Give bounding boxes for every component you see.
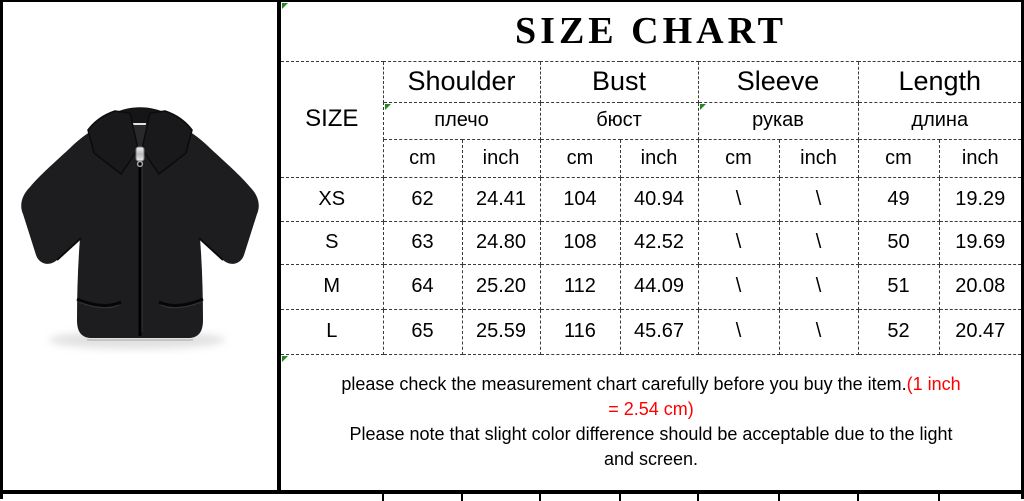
black-zip-shirt-illustration bbox=[3, 2, 277, 490]
footer-line-1: please check the measurement chart carefully before you buy the item.(1 inch bbox=[341, 374, 961, 395]
stub-divider bbox=[382, 494, 384, 501]
page-title: SIZE CHART bbox=[281, 2, 1021, 61]
value-cell: \ bbox=[698, 221, 779, 264]
table-row-m bbox=[281, 264, 1021, 309]
value-cell: 25.59 bbox=[462, 309, 540, 354]
product-photo bbox=[3, 2, 277, 490]
excel-corner-marker bbox=[700, 104, 706, 110]
value-cell: 65 bbox=[383, 309, 462, 354]
value-cell: 40.94 bbox=[620, 177, 698, 221]
value-cell: 24.41 bbox=[462, 177, 540, 221]
excel-corner-marker bbox=[282, 356, 288, 362]
value-cell: \ bbox=[779, 177, 858, 221]
value-cell: \ bbox=[698, 177, 779, 221]
value-cell: 64 bbox=[383, 264, 462, 309]
value-cell: \ bbox=[779, 221, 858, 264]
size-chart-table bbox=[281, 2, 1021, 490]
stub-divider bbox=[857, 494, 859, 501]
value-cell: \ bbox=[698, 264, 779, 309]
unit-cell: inch bbox=[462, 139, 540, 177]
footer-line-2: = 2.54 cm) bbox=[608, 399, 694, 420]
unit-cell: cm bbox=[698, 139, 779, 177]
size-column-header: SIZE bbox=[281, 61, 383, 177]
size-cell: XS bbox=[281, 177, 383, 221]
header-bust: Bust bbox=[540, 61, 698, 102]
excel-corner-marker bbox=[282, 3, 288, 9]
table-row-xs bbox=[281, 177, 1021, 221]
size-chart-panel bbox=[281, 2, 1021, 490]
spreadsheet-row-stub bbox=[281, 494, 1021, 501]
size-cell: S bbox=[281, 221, 383, 264]
value-cell: 62 bbox=[383, 177, 462, 221]
unit-cell: inch bbox=[779, 139, 858, 177]
footer-line-3: Please note that slight color difference should be acceptable due to the light bbox=[349, 424, 953, 445]
header-sleeve-ru: рукав bbox=[698, 102, 858, 139]
table-row-l bbox=[281, 309, 1021, 354]
header-shoulder-ru: плечо bbox=[383, 102, 540, 139]
value-cell: 63 bbox=[383, 221, 462, 264]
size-cell: M bbox=[281, 264, 383, 309]
value-cell: 51 bbox=[858, 264, 939, 309]
value-cell: \ bbox=[698, 309, 779, 354]
stub-divider bbox=[461, 494, 463, 501]
value-cell: 52 bbox=[858, 309, 939, 354]
value-cell: 42.52 bbox=[620, 221, 698, 264]
stub-divider bbox=[539, 494, 541, 501]
stub-divider bbox=[938, 494, 940, 501]
zipper-pull bbox=[136, 147, 144, 161]
unit-cell: inch bbox=[939, 139, 1021, 177]
unit-cell: cm bbox=[858, 139, 939, 177]
value-cell: 116 bbox=[540, 309, 620, 354]
value-cell: 20.47 bbox=[939, 309, 1021, 354]
value-cell: 45.67 bbox=[620, 309, 698, 354]
value-cell: 19.69 bbox=[939, 221, 1021, 264]
value-cell: 104 bbox=[540, 177, 620, 221]
header-length: Length bbox=[858, 61, 1021, 102]
header-sleeve: Sleeve bbox=[698, 61, 858, 102]
stub-divider bbox=[778, 494, 780, 501]
table-row-s bbox=[281, 221, 1021, 264]
header-length-ru: длина bbox=[858, 102, 1021, 139]
unit-cell: cm bbox=[540, 139, 620, 177]
unit-cell: inch bbox=[620, 139, 698, 177]
value-cell: 19.29 bbox=[939, 177, 1021, 221]
size-cell: L bbox=[281, 309, 383, 354]
header-shoulder: Shoulder bbox=[383, 61, 540, 102]
excel-corner-marker bbox=[385, 104, 391, 110]
value-cell: 50 bbox=[858, 221, 939, 264]
value-cell: 49 bbox=[858, 177, 939, 221]
value-cell: 20.08 bbox=[939, 264, 1021, 309]
stub-divider bbox=[619, 494, 621, 501]
stub-divider bbox=[697, 494, 699, 501]
value-cell: 24.80 bbox=[462, 221, 540, 264]
footer-note bbox=[281, 354, 1021, 490]
inch-conversion-note: (1 inch bbox=[906, 374, 961, 395]
value-cell: 25.20 bbox=[462, 264, 540, 309]
value-cell: 44.09 bbox=[620, 264, 698, 309]
unit-cell: cm bbox=[383, 139, 462, 177]
value-cell: 108 bbox=[540, 221, 620, 264]
footer-line-4: and screen. bbox=[603, 449, 699, 470]
value-cell: 112 bbox=[540, 264, 620, 309]
value-cell: \ bbox=[779, 309, 858, 354]
value-cell: \ bbox=[779, 264, 858, 309]
header-bust-ru: бюст bbox=[540, 102, 698, 139]
